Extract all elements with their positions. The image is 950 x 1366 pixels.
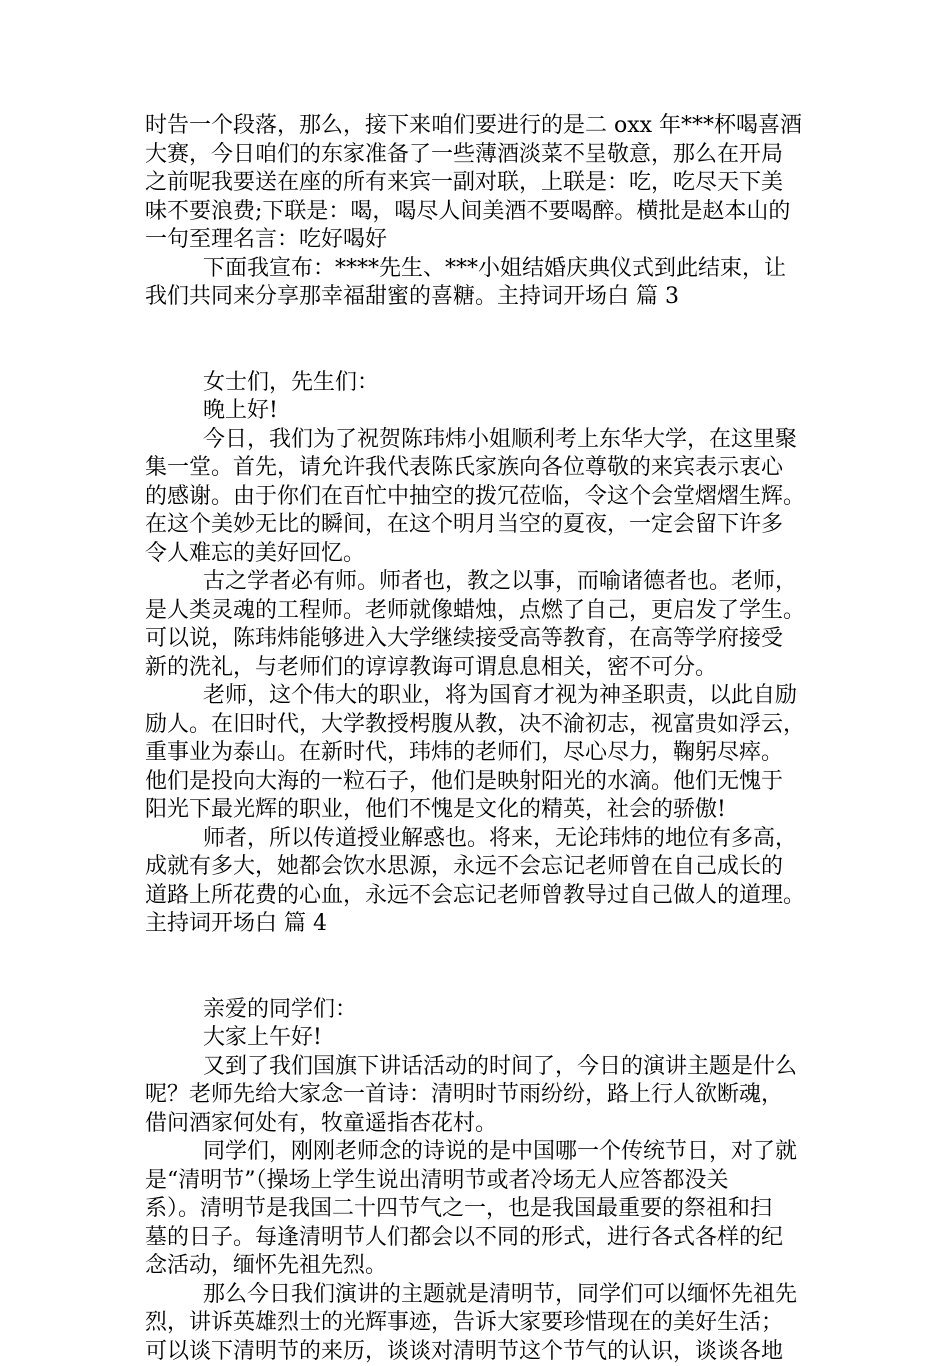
document-page [145,112,835,1366]
text-line: 那么今日我们演讲的主题就是清明节，同学们可以缅怀先祖先 [145,1281,835,1310]
text-line: 古之学者必有师。师者也，教之以事，而喻诸德者也。老师， [145,568,835,597]
greeting-line: 大家上午好! [145,1024,835,1053]
text-line: 可以说，陈玮炜能够进入大学继续接受高等教育，在高等学府接受 [145,625,835,654]
text-line: 呢？老师先给大家念一首诗：清明时节雨纷纷，路上行人欲断魂， [145,1081,835,1110]
text-line: 大赛，今日咱们的东家准备了一些薄酒淡菜不呈敬意，那么在开局 [145,141,835,170]
text-line: 念活动，缅怀先祖先烈。 [145,1252,835,1281]
section-heading-3: 我们共同来分享那幸福甜蜜的喜糖。主持词开场白 篇 3 [145,283,835,312]
text-line: 同学们，刚刚老师念的诗说的是中国哪一个传统节日，对了就 [145,1138,835,1167]
text-line: 烈，讲诉英雄烈士的光辉事迹，告诉大家要珍惜现在的美好生活； [145,1309,835,1338]
text-line: 老师，这个伟大的职业，将为国育才视为神圣职责，以此自励 [145,682,835,711]
greeting-line: 亲爱的同学们： [145,996,835,1025]
section-gap [145,939,835,996]
section-gap [145,312,835,369]
text-line: 是“清明节”（操场上学生说出清明节或者冷场无人应答都没关 [145,1167,835,1196]
text-line: 下面我宣布：****先生、***小姐结婚庆典仪式到此结束，让 [145,255,835,284]
section-heading-4: 主持词开场白 篇 4 [145,910,835,939]
text-line: 的感谢。由于你们在百忙中抽空的拨冗莅临，令这个会堂熠熠生辉。 [145,483,835,512]
text-line: 师者，所以传道授业解惑也。将来，无论玮炜的地位有多高， [145,825,835,854]
text-line: 令人难忘的美好回忆。 [145,540,835,569]
text-line: 时告一个段落，那么，接下来咱们要进行的是二 oxx 年***杯喝喜酒 [145,112,835,141]
text-line: 一句至理名言：吃好喝好 [145,226,835,255]
text-line: 新的洗礼，与老师们的谆谆教诲可谓息息相关，密不可分。 [145,654,835,683]
text-line: 系）。清明节是我国二十四节气之一，也是我国最重要的祭祖和扫 [145,1195,835,1224]
text-line: 成就有多大，她都会饮水思源，永远不会忘记老师曾在自己成长的 [145,853,835,882]
text-line: 可以谈下清明节的来历，谈谈对清明节这个节气的认识，谈谈各地 [145,1338,835,1366]
text-line: 味不要浪费;下联是：喝，喝尽人间美酒不要喝醉。横批是赵本山的 [145,198,835,227]
text-line: 又到了我们国旗下讲话活动的时间了，今日的演讲主题是什么 [145,1053,835,1082]
text-line: 借问酒家何处有，牧童遥指杏花村。 [145,1110,835,1139]
text-line: 在这个美妙无比的瞬间，在这个明月当空的夏夜，一定会留下许多 [145,511,835,540]
text-line: 重事业为泰山。在新时代，玮炜的老师们，尽心尽力，鞠躬尽瘁。 [145,739,835,768]
text-line: 是人类灵魂的工程师。老师就像蜡烛，点燃了自己，更启发了学生。 [145,597,835,626]
text-line: 墓的日子。每逢清明节人们都会以不同的形式，进行各式各样的纪 [145,1224,835,1253]
text-line: 今日，我们为了祝贺陈玮炜小姐顺利考上东华大学，在这里聚 [145,426,835,455]
greeting-line: 晚上好! [145,397,835,426]
text-line: 之前呢我要送在座的所有来宾一副对联，上联是：吃，吃尽天下美 [145,169,835,198]
greeting-line: 女士们，先生们： [145,369,835,398]
text-line: 集一堂。首先，请允许我代表陈氏家族向各位尊敬的来宾表示衷心 [145,454,835,483]
text-line: 道路上所花费的心血，永远不会忘记老师曾教导过自己做人的道理。 [145,882,835,911]
text-line: 他们是投向大海的一粒石子，他们是映射阳光的水滴。他们无愧于 [145,768,835,797]
text-line: 阳光下最光辉的职业，他们不愧是文化的精英，社会的骄傲! [145,796,835,825]
text-line: 励人。在旧时代，大学教授枵腹从教，决不渝初志，视富贵如浮云， [145,711,835,740]
